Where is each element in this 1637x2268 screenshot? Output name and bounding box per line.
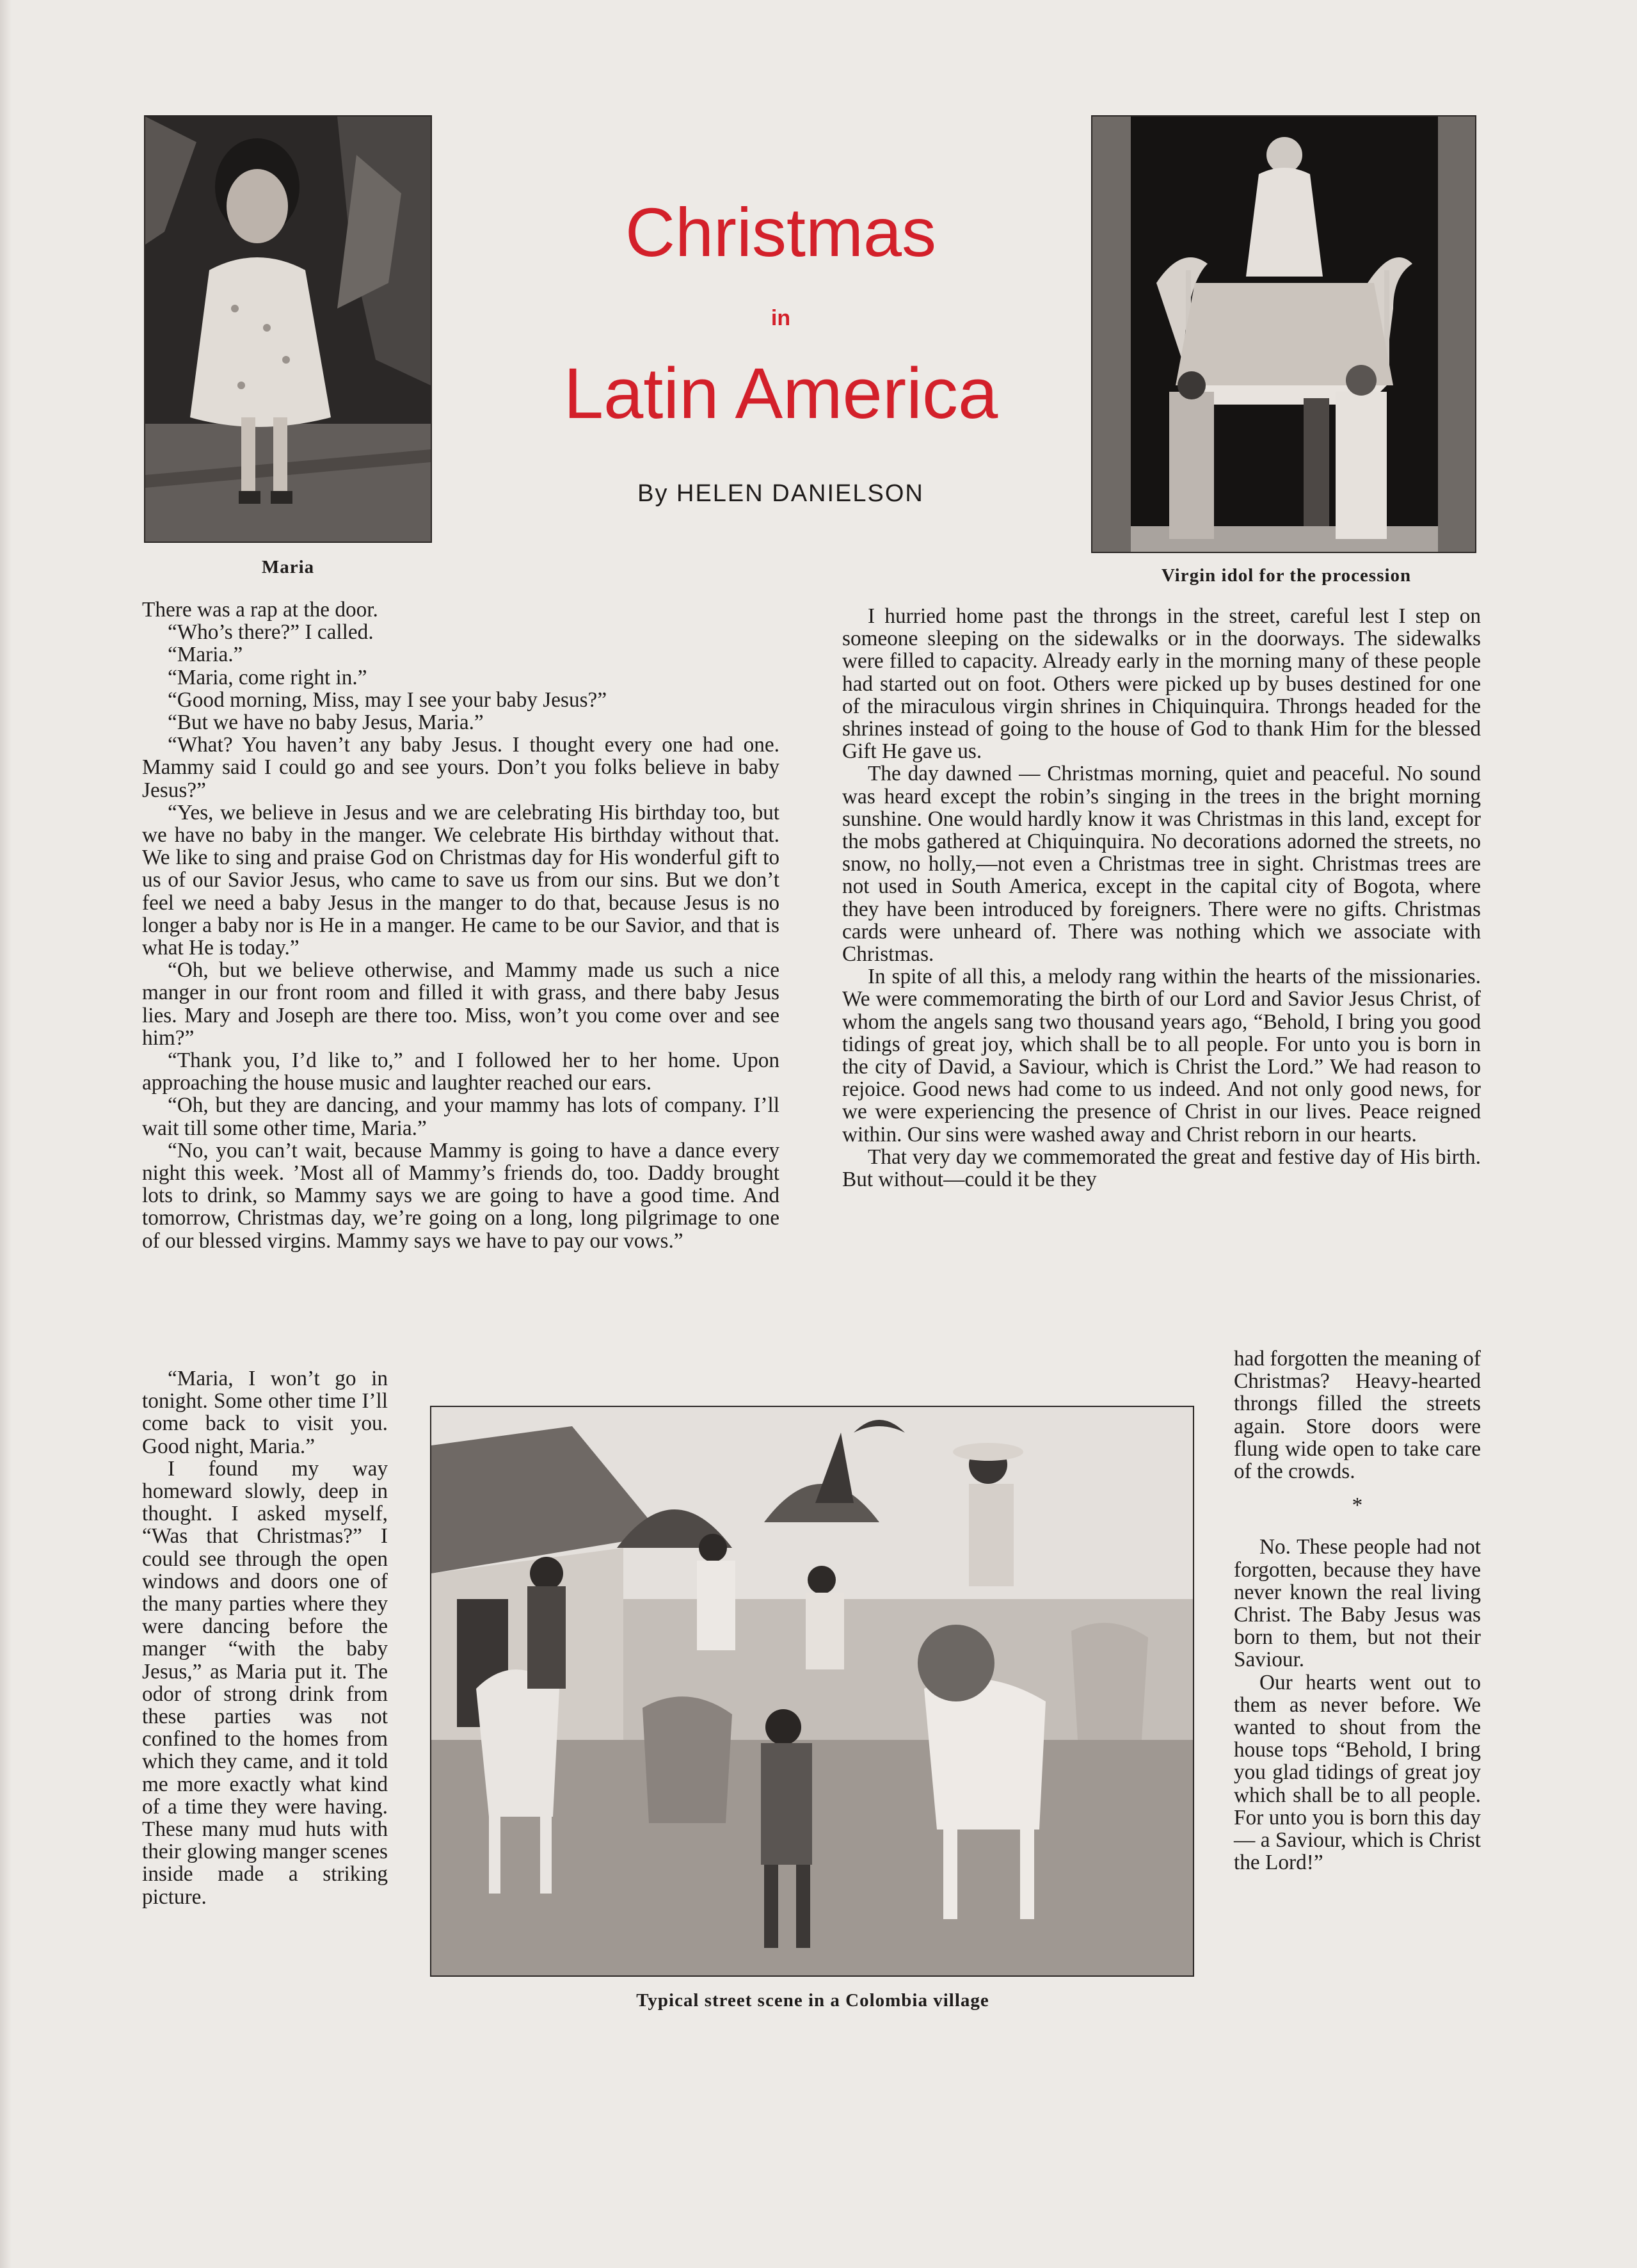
paragraph: “Maria.” <box>167 643 243 667</box>
right-narrow-text-column <box>1234 1347 1481 1874</box>
paragraph: had forgotten the meaning of Christmas? Heavy-hearted throngs filled the streets again. Store doors were flung wide open to take care of the crowds. <box>1234 1347 1481 1484</box>
paragraph: “What? You haven’t any baby Jesus. I thought every one had one. Mammy said I could go and see yours. Don’t you folks believe in baby Jesus?” <box>142 733 779 802</box>
paragraph: I hurried home past the throngs in the street, careful lest I step on someone sleeping on the sidewalks or in the doorways. The sidewalks were filled to capacity. Already early in the morning many of these people had started out on foot. Others were picked up by buses destined for one of the miraculous virgin shrines in Chiquinquira. Throngs headed for the shrines instead of going to the house of God to thank Him for the blessed Gift He gave us. <box>842 604 1481 764</box>
paragraph: “Thank you, I’d like to,” and I followed her to her home. Upon approaching the house music and laughter reached our ears. <box>142 1049 779 1095</box>
maria-photo <box>144 115 432 543</box>
paragraph: I found my way homeward slowly, deep in thought. I asked myself, “Was that Christmas?” I could see through the open windows and doors one of the many parties where they were dancing before the manger “with the baby Jesus,” as Maria put it. The odor of strong drink from these parties was not confined to the homes from which they came, and it told me more exactly what kind of a time they were having. These many mud huts with their glowing manger scenes inside made a striking picture. <box>142 1456 388 1909</box>
paragraph: There was a rap at the door. <box>142 598 378 622</box>
paragraph: “Oh, but we believe otherwise, and Mammy made us such a nice manger in our front room and filled it with grass, and there baby Jesus lies. Mary and Joseph are there too. Miss, won’t you come over and see him?” <box>142 958 779 1050</box>
paragraph: “Who’s there?” I called. <box>167 620 374 645</box>
paragraph: “Maria, come right in.” <box>167 665 367 689</box>
left-text-column <box>142 599 779 1252</box>
page-title-christmas: Christmas <box>625 193 937 271</box>
paragraph: In spite of all this, a melody rang within the hearts of the missionaries. We were commemorating the birth of our Lord and Savior Jesus Christ, of whom the angels sang two thousand years ago, “Behold, I bring you good tidings of great joy, which shall be to all people. For unto you is born in the city of David, a Saviour, which is Christ the Lord.” We had reason to rejoice. Good news had come to us indeed. And not only good news, for we were experiencing the presence of Christ in our lives. Peace reigned within. Our sins were washed away and Christ reborn in our hearts. <box>842 965 1481 1146</box>
paragraph: “Good morning, Miss, may I see your baby Jesus?” <box>167 688 607 712</box>
street-scene-photo <box>430 1406 1194 1977</box>
paragraph: “Maria, I won’t go in tonight. Some other time I’ll come back to visit you. Good night, Maria.” <box>142 1367 388 1458</box>
paragraph: “Yes, we believe in Jesus and we are celebrating His birthday too, but we have no baby in the manger. We celebrate His birthday without that. We like to sing and praise God on Christmas day for His wonderful gift to us of our Savior Jesus, who came to save us from our sins. But we don’t feel we need a baby Jesus in the manger to do that, because Jesus is no longer a baby nor is He in a manger. He came to be our Savior, and that is what He is today.” <box>142 800 779 960</box>
paragraph: “Oh, but they are dancing, and your mammy has lots of company. I’ll wait till some other time, Maria.” <box>142 1093 779 1140</box>
section-divider: * <box>1352 1493 1363 1518</box>
right-text-column <box>842 605 1481 1191</box>
page-title-in: in <box>771 306 791 330</box>
paragraph: Our hearts went out to them as never before. We wanted to shout from the house tops “Behold, I bring you glad tidings of great joy which shall be to all people. For unto you is born this day — a Saviour, which is Christ the Lord!” <box>1234 1670 1481 1875</box>
page-title-latin-america: Latin America <box>563 353 998 433</box>
maria-caption: Maria <box>261 557 315 577</box>
paragraph: That very day we commemorated the great and festive day of His birth. But without—could it be they <box>842 1145 1481 1192</box>
paragraph: “No, you can’t wait, because Mammy is going to have a dance every night this week. ’Most all of Mammy’s friends do, too. Daddy brought lots to drink, so Mammy says we are going to have a good time. And tomorrow, Christmas day, we’re going on a long, long pilgrimage to one of our blessed virgins. Mammy says we have to pay our vows.” <box>142 1138 779 1253</box>
street-scene-caption: Typical street scene in a Colombia village <box>636 1990 989 2011</box>
paragraph: No. These people had not forgotten, because they have never known the real living Christ. The Baby Jesus was born to them, but not their Saviour. <box>1234 1535 1481 1672</box>
paragraph: “But we have no baby Jesus, Maria.” <box>167 711 484 735</box>
byline: By HELEN DANIELSON <box>637 480 924 507</box>
virgin-idol-caption: Virgin idol for the procession <box>1161 565 1412 586</box>
virgin-idol-photo <box>1091 115 1476 553</box>
left-narrow-text-column <box>142 1367 388 1908</box>
paragraph: The day dawned — Christmas morning, quiet and peaceful. No sound was heard except the robin’s singing in the trees in the bright morning sunshine. One would hardly know it was Christmas in this land, except for the mobs gathered at Chiquinquira. No decorations adorned the streets, no snow, no holly,—not even a Christmas tree in sight. Christmas trees are not used in South America, except in the capital city of Bogota, where they have been introduced by foreigners. There were no gifts. Christmas cards were unheard of. There was nothing which we associate with Christmas. <box>842 762 1481 967</box>
